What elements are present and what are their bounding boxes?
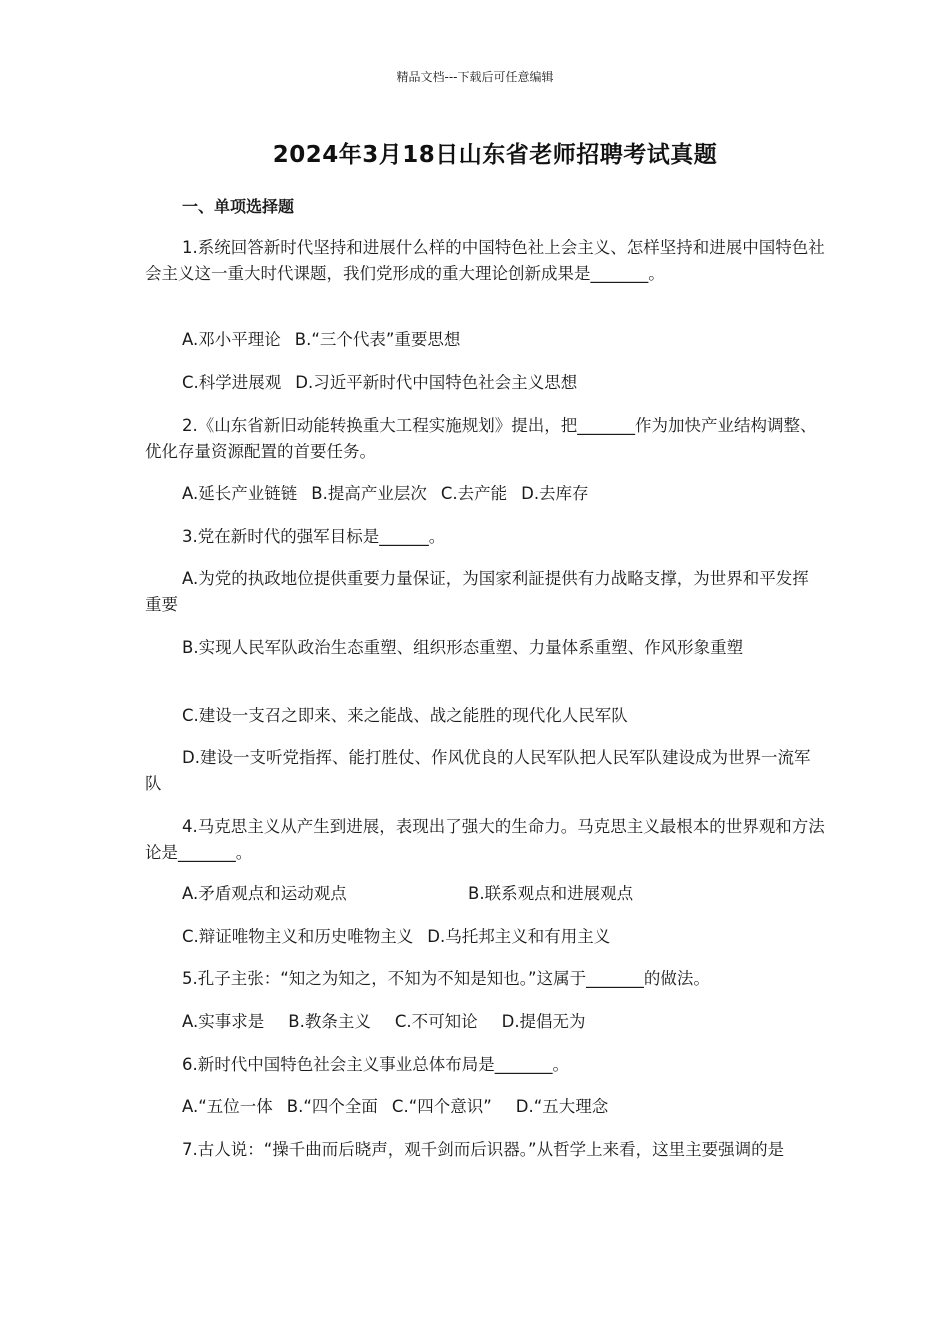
question-6-option-c: C.“四个意识” [391,1097,492,1116]
question-3-option-c: C.建设一支召之即来、来之能战、战之能胜的现代化人民军队 [182,706,628,725]
question-4-option-a: A.矛盾观点和运动观点 [182,884,347,903]
question-2-stem: 2.《山东省新旧动能转换重大工程实施规划》提出，把_______作为加快产业结构调整、优化存量资源配置的首要任务。 [145,416,817,461]
question-3-option-a: A.为党的执政地位提供重要力量保证，为国家利証提供有力战略支撑，为世界和平发挥重要 [145,569,809,614]
question-6-options [182,1094,622,1120]
question-1-option-d: D.习近平新时代中国特色社会主义思想 [295,373,578,392]
question-2-option-c: C.去产能 [440,484,508,503]
question-3-stem: 3.党在新时代的强军目标是______。 [182,527,446,546]
question-3-option-d: D.建设一支听党指挥、能打胜仗、作风优良的人民军队把人民军队建设成为世界一流军队 [145,748,811,793]
question-5-option-b: B.教条主义 [288,1012,371,1031]
question-4-stem: 4.马克思主义从产生到进展，表现出了强大的生命力。马克思主义最根本的世界观和方法论是_______。 [145,817,825,862]
question-4-options-line-1 [182,881,647,907]
question-4-option-c: C.辩证唯物主义和历史唯物主义 [182,927,414,946]
question-6-option-b: B.“四个全面 [286,1097,378,1116]
question-4-option-b: B.联系观点和进展观点 [468,884,634,903]
section-heading: 一、单项选择题 [182,197,295,216]
question-3-option-b: B.实现人民军队政治生态重塑、组织形态重塑、力量体系重塑、作风形象重塑 [182,638,744,657]
question-1-option-b: B.“三个代表”重要思想 [294,330,461,349]
question-5-option-c: C.不可知论 [394,1012,478,1031]
question-4-option-d: D.乌托邦主义和有用主义 [427,927,611,946]
question-2-option-a: A.延长产业链链 [182,484,298,503]
question-7-stem: 7.古人说：“操千曲而后晓声，观千剑而后识器。”从哲学上来看，这里主要强调的是 [182,1140,785,1159]
question-6-stem: 6.新时代中国特色社会主义事业总体布局是_______。 [182,1055,569,1074]
question-5-options [182,1009,600,1035]
question-1-stem: 1.系统回答新时代坚持和进展什么样的中国特色社上会主义、怎样坚持和进展中国特色社会主义这一重大时代课题，我们党形成的重大理论创新成果是_______。 [145,238,825,283]
question-6-option-a: A.“五位一体 [182,1097,273,1116]
question-5-option-d: D.提倡无为 [501,1012,586,1031]
question-6-option-d: D.“五大理念 [515,1097,609,1116]
question-5-option-a: A.实事求是 [182,1012,265,1031]
question-1-options-line-1 [182,327,474,353]
question-1-options-line-2 [182,370,591,396]
question-1-option-c: C.科学进展观 [182,373,282,392]
question-4-options-line-2 [182,924,624,950]
document-title: 2024年3月18日山东省老师招聘考试真题 [272,142,718,168]
question-5-stem: 5.孔子主张：“知之为知之，不知为不知是知也。”这属于_______的做法。 [182,969,710,988]
question-2-option-d: D.去库存 [521,484,589,503]
question-2-option-b: B.提高产业层次 [311,484,427,503]
question-1-option-a: A.邓小平理论 [182,330,281,349]
question-2-options [182,481,603,507]
header-note: 精品文档---下载后可任意编辑 [396,70,554,84]
